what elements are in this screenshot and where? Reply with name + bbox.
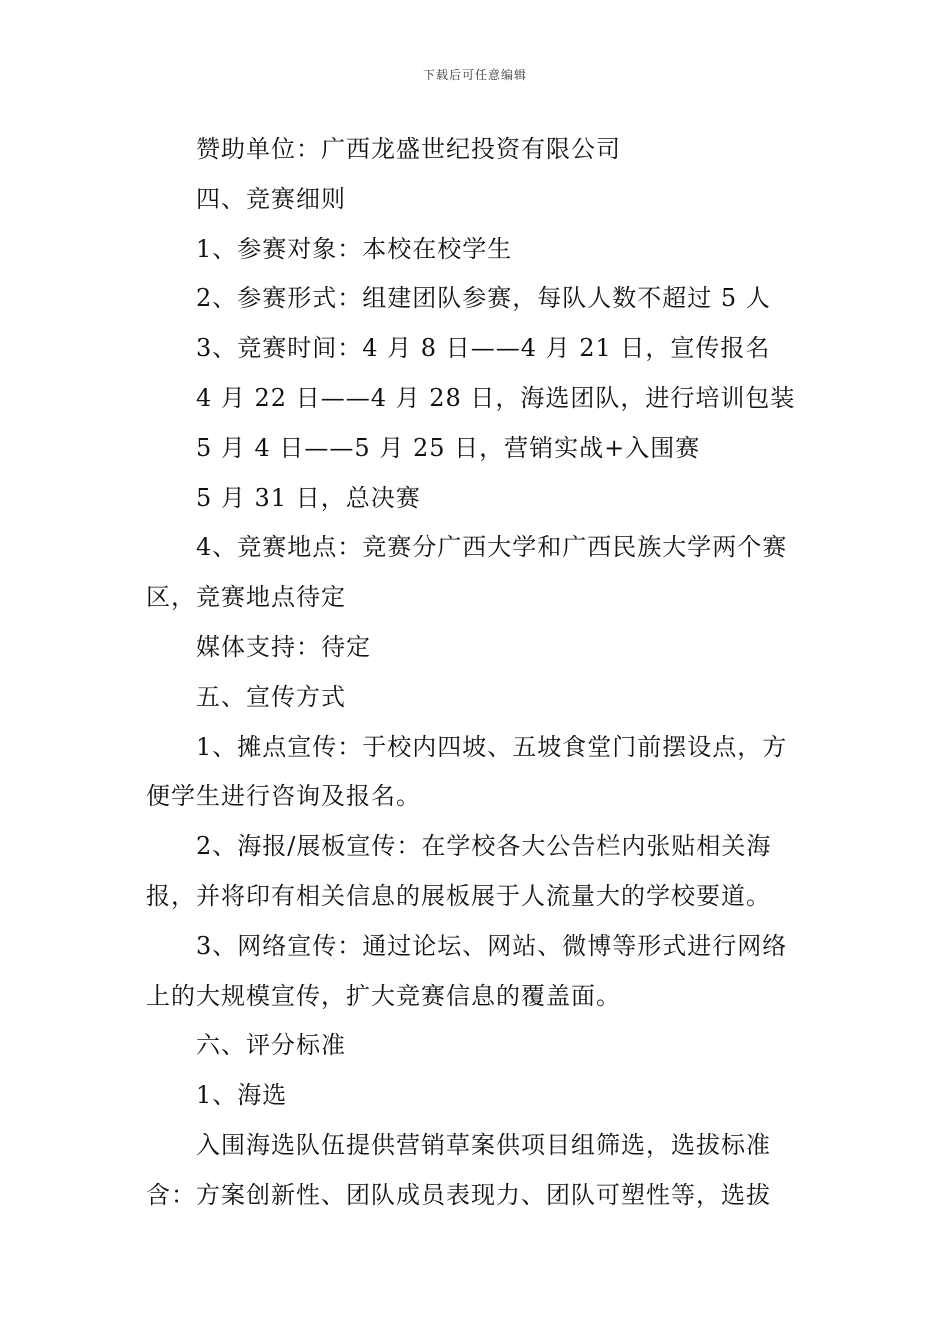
heading-section-6: 六、评分标准 (196, 1031, 346, 1060)
document-body (146, 125, 806, 1221)
heading-section-5: 五、宣传方式 (196, 682, 346, 711)
paragraph-schedule-1: 3、竞赛时间：4 月 8 日——4 月 21 日，宣传报名 (196, 334, 771, 363)
paragraph-booth-promo: 1、摊点宣传：于校内四坡、五坡食堂门前摆设点，方便学生进行咨询及报名。 (146, 732, 788, 811)
paragraph-participants: 1、参赛对象：本校在校学生 (196, 234, 513, 263)
paragraph-format: 2、参赛形式：组建团队参赛，每队人数不超过 5 人 (196, 284, 771, 313)
paragraph-schedule-4: 5 月 31 日，总决赛 (196, 483, 421, 512)
paragraph-venue: 4、竞赛地点：竞赛分广西大学和广西民族大学两个赛区，竞赛地点待定 (146, 533, 788, 612)
paragraph-schedule-2: 4 月 22 日——4 月 28 日，海选团队，进行培训包装 (196, 383, 796, 412)
paragraph-schedule-3: 5 月 4 日——5 月 25 日，营销实战+入围赛 (196, 433, 701, 462)
paragraph-sponsor: 赞助单位：广西龙盛世纪投资有限公司 (196, 135, 621, 163)
header-note: 下载后可任意编辑 (422, 68, 527, 82)
paragraph-poster-promo: 2、海报/展板宣传：在学校各大公告栏内张贴相关海报，并将印有相关信息的展板展于人流量大的学校要道。 (146, 832, 772, 910)
paragraph-audition-criteria: 入围海选队伍提供营销草案供项目组筛选，选拔标准含：方案创新性、团队成员表现力、团队可塑性等，选拔 (146, 1130, 771, 1209)
paragraph-media: 媒体支持：待定 (196, 632, 371, 661)
heading-section-4: 四、竞赛细则 (196, 184, 346, 213)
heading-audition: 1、海选 (196, 1081, 288, 1110)
paragraph-online-promo: 3、网络宣传：通过论坛、网站、微博等形式进行网络上的大规模宣传，扩大竞赛信息的覆盖面。 (146, 931, 788, 1010)
